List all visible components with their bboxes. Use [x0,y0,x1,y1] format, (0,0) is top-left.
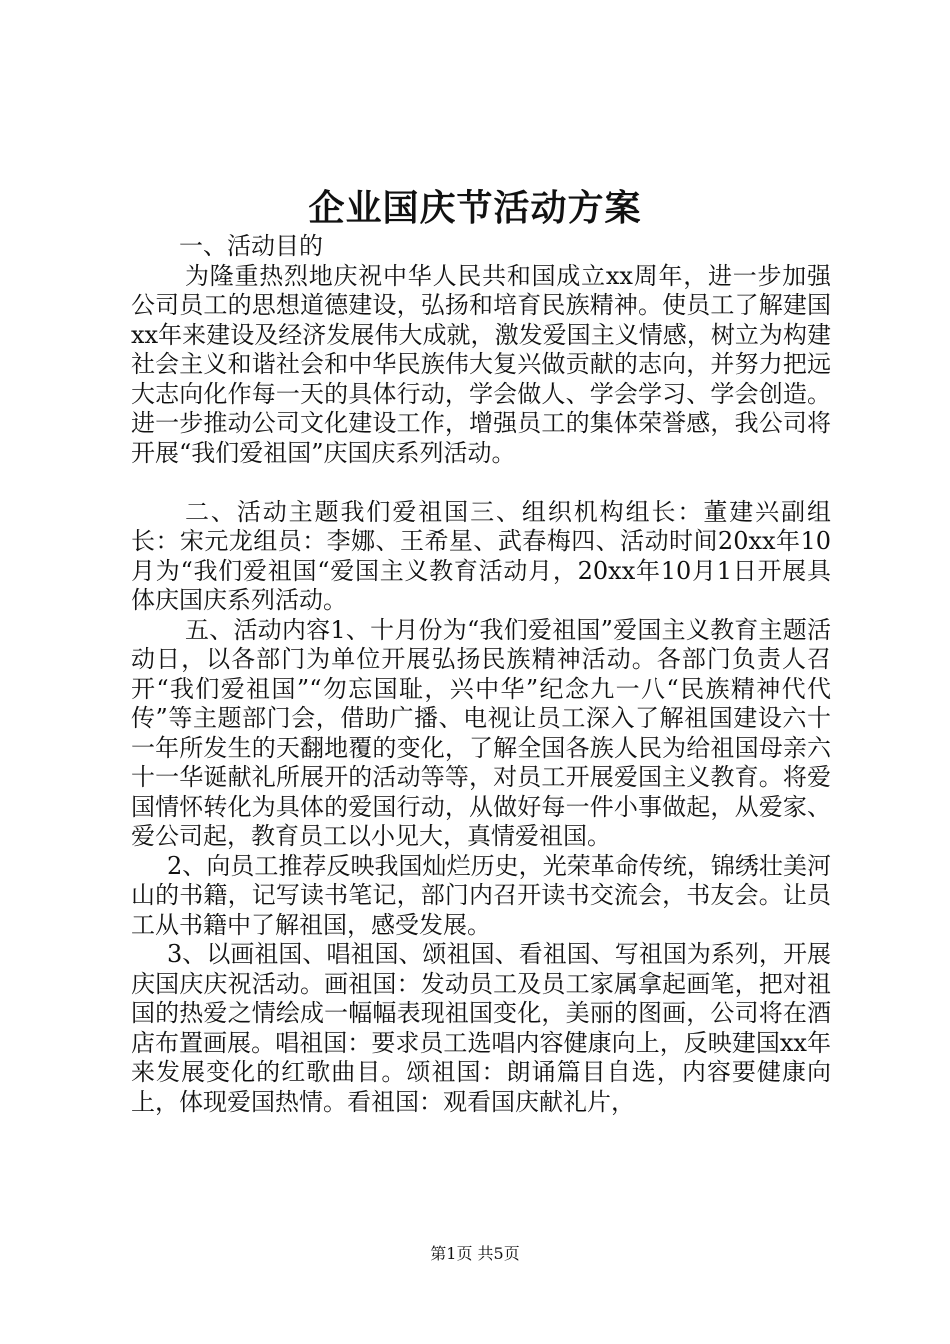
paragraph-theme-organization-time: 二、活动主题我们爱祖国三、组织机构组长：董建兴副组长：宋元龙组员：李娜、王希星、武春梅四、活动时间20xx年10月为“我们爱祖国“爱国主义教育活动月，20xx年10月1日开展具体庆国庆系列活动。 [131,497,831,614]
page-number-footer: 第1页 共5页 [430,1244,520,1263]
section-heading-purpose: 一、活动目的 [179,232,323,260]
paragraph-content-item-3: 3、以画祖国、唱祖国、颂祖国、看祖国、写祖国为系列，开展庆国庆庆祝活动。画祖国：发动员工及员工家属拿起画笔，把对祖国的热爱之情绘成一幅幅表现祖国变化，美丽的图画，公司将在酒店布置画展。唱祖国：要求员工选唱内容健康向上，反映建国xx年来发展变化的红歌曲目。颂祖国：朗诵篇目自选，内容要健康向上，体现爱国热情。看祖国：观看国庆献礼片， [131,940,831,1116]
document-title: 企业国庆节活动方案 [308,187,642,229]
paragraph-purpose: 为隆重热烈地庆祝中华人民共和国成立xx周年，进一步加强公司员工的思想道德建设，弘扬和培育民族精神。使员工了解建国xx年来建设及经济发展伟大成就，激发爱国主义情感，树立为构建社会主义和谐社会和中华民族伟大复兴做贡献的志向，并努力把远大志向化作每一天的具体行动，学会做人、学会学习、学会创造。进一步推动公司文化建设工作，增强员工的集体荣誉感，我公司将开展“我们爱祖国”庆国庆系列活动。 [131,261,831,467]
paragraph-content-item-2: 2、向员工推荐反映我国灿烂历史，光荣革命传统，锦绣壮美河山的书籍，记写读书笔记，部门内召开读书交流会，书友会。让员工从书籍中了解祖国，感受发展。 [131,851,831,939]
document-body [131,232,831,1117]
paragraph-content-item-1: 五、活动内容1、十月份为“我们爱祖国”爱国主义教育主题活动日，以各部门为单位开展弘扬民族精神活动。各部门负责人召开“我们爱祖国”“勿忘国耻，兴中华”纪念九一八“民族精神代代传”等主题部门会，借助广播、电视让员工深入了解祖国建设六十一年所发生的天翻地覆的变化，了解全国各族人民为给祖国母亲六十一华诞献礼所展开的活动等等，对员工开展爱国主义教育。将爱国情怀转化为具体的爱国行动，从做好每一件小事做起，从爱家、爱公司起，教育员工以小见大，真情爱祖国。 [131,615,831,850]
